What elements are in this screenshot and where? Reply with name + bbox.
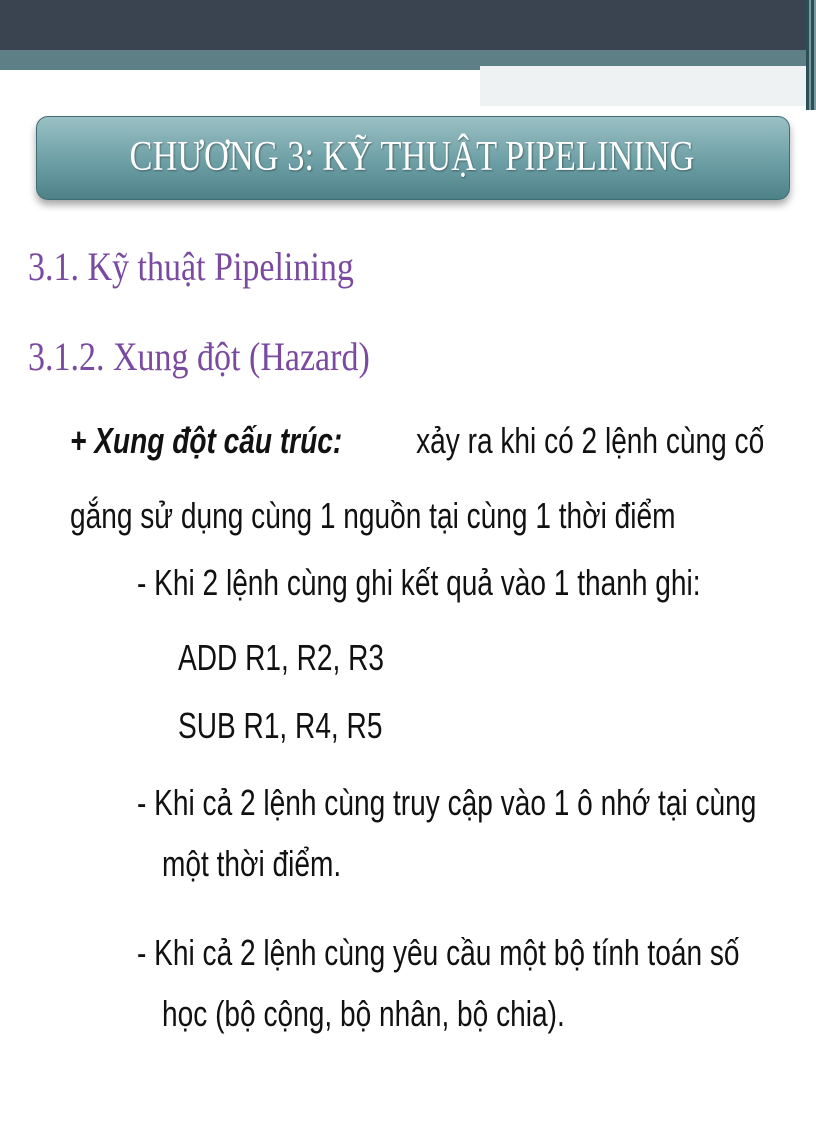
paragraph-line-2: gắng sử dụng cùng 1 nguồn tại cùng 1 thời điểm bbox=[70, 495, 676, 536]
structural-hazard-label: + Xung đột cấu trúc: bbox=[70, 420, 343, 461]
code-line: SUB R1, R4, R5 bbox=[178, 705, 383, 746]
paragraph-line-1 bbox=[70, 420, 764, 462]
code-line: ADD R1, R2, R3 bbox=[178, 637, 384, 678]
header-bar bbox=[0, 0, 816, 50]
bullet-continuation: một thời điểm. bbox=[162, 843, 342, 884]
bullet-item: - Khi cả 2 lệnh cùng yêu cầu một bộ tính toán số bbox=[137, 932, 740, 973]
subsection-heading: 3.1.2. Xung đột (Hazard) bbox=[28, 334, 370, 379]
header-accent bbox=[480, 66, 816, 106]
bullet-item: - Khi cả 2 lệnh cùng truy cập vào 1 ô nhớ tại cùng bbox=[137, 782, 757, 823]
paragraph-text: xảy ra khi có 2 lệnh cùng cố bbox=[416, 420, 765, 461]
section-heading: 3.1. Kỹ thuật Pipelining bbox=[28, 244, 354, 289]
bullet-continuation: học (bộ cộng, bộ nhân, bộ chia). bbox=[162, 993, 565, 1034]
bullet-item: - Khi 2 lệnh cùng ghi kết quả vào 1 thanh ghi: bbox=[137, 562, 701, 603]
header-edge bbox=[806, 0, 816, 110]
slide-title: CHƯƠNG 3: KỸ THUẬT PIPELINING bbox=[129, 134, 695, 180]
